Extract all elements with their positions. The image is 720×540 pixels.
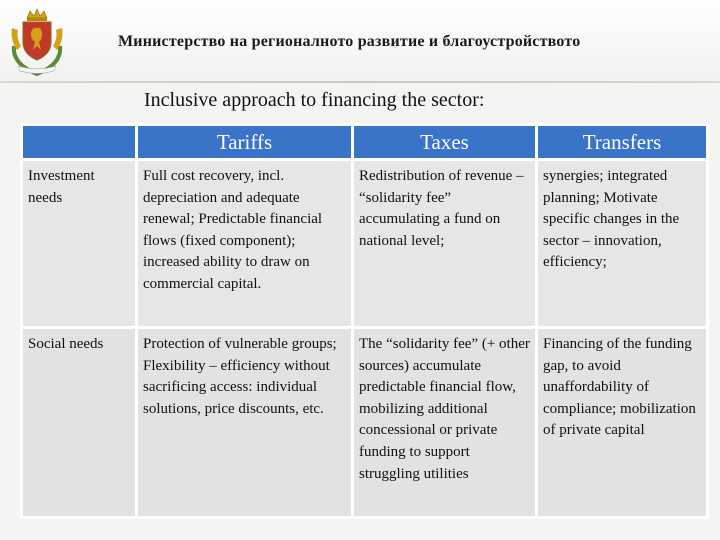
cell-social-tariffs: Protection of vulnerable groups; Flexibility – efficiency without sacrificing access: individual solutions, price discounts, etc. bbox=[137, 328, 353, 518]
slide-title: Inclusive approach to financing the sector: bbox=[144, 89, 485, 111]
header-taxes: Taxes bbox=[353, 125, 537, 160]
financing-table bbox=[20, 123, 709, 519]
row-label-social-needs: Social needs bbox=[22, 328, 137, 518]
ministry-name: Министерство на регионалното развитие и благоустройството bbox=[118, 33, 581, 50]
cell-investment-taxes: Redistribution of revenue – “solidarity fee” accumulating a fund on national level; bbox=[353, 160, 537, 328]
bulgarian-coat-of-arms-icon bbox=[8, 6, 66, 78]
header-transfers: Transfers bbox=[537, 125, 708, 160]
table-row bbox=[22, 160, 708, 328]
cell-social-transfers: Financing of the funding gap, to avoid unaffordability of compliance; mobilization of private capital bbox=[537, 328, 708, 518]
header-corner-cell bbox=[22, 125, 137, 160]
row-label-investment-needs: Investment needs bbox=[22, 160, 137, 328]
header-divider bbox=[0, 81, 720, 83]
header-tariffs: Tariffs bbox=[137, 125, 353, 160]
table-header-row bbox=[22, 125, 708, 160]
cell-social-taxes: The “solidarity fee” (+ other sources) accumulate predictable financial flow, mobilizing additional concessional or private funding to support struggling utilities bbox=[353, 328, 537, 518]
cell-investment-tariffs: Full cost recovery, incl. depreciation and adequate renewal; Predictable financial flows (fixed component); increased ability to draw on commercial capital. bbox=[137, 160, 353, 328]
cell-investment-transfers: synergies; integrated planning; Motivate specific changes in the sector – innovation, efficiency; bbox=[537, 160, 708, 328]
table-row bbox=[22, 328, 708, 518]
